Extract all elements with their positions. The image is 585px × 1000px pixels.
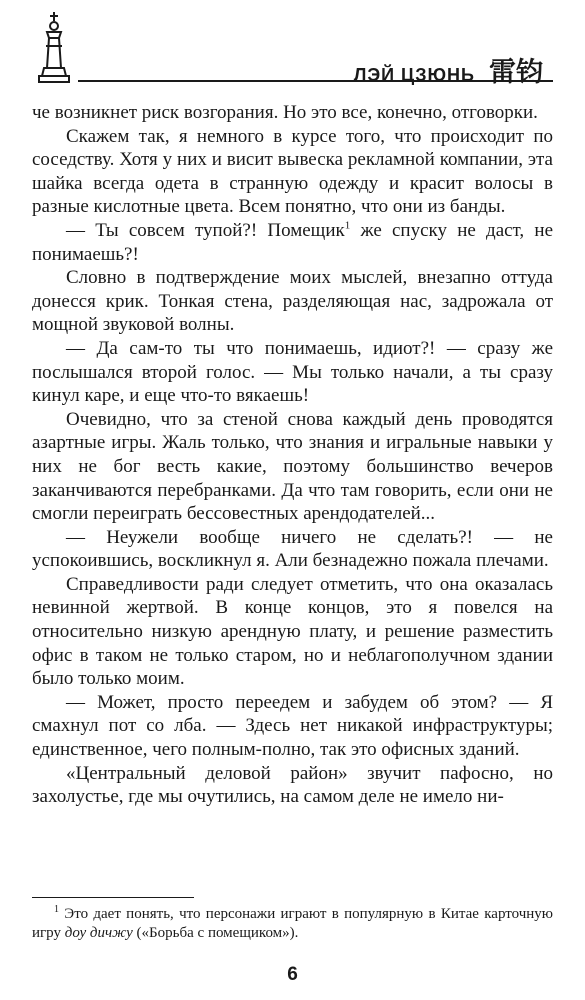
author-name-chinese: 雷钧 xyxy=(489,57,543,88)
chess-king-icon xyxy=(34,10,74,94)
paragraph: Очевидно, что за стеной снова каждый день проводятся азартные игры. Жаль только, что знания и игральные навыки у них не бог весть какие, поэтому большинство вечеров заканчиваются перебранками. Да что там говорить, если они не смогли переиграть бессовестных арендодателей... xyxy=(32,408,553,525)
paragraph: че возникнет риск возгорания. Но это все, конечно, отговорки. xyxy=(32,102,538,123)
page-number: 6 xyxy=(287,964,298,985)
paragraph: Словно в подтверждение моих мыслей, внезапно оттуда донесся крик. Тонкая стена, разделяющая нас, задрожала от мощной звуковой волны. xyxy=(32,267,553,336)
paragraph: — Неужели вообще ничего не сделать?! — не успокоившись, воскликнул я. Али безнадежно пожала плечами. xyxy=(32,526,553,572)
paragraph: Справедливости ради следует отметить, что она оказалась невинной жертвой. В конце концов, это я повелся на относительно низкую арендную плату, и решение разместить офис в таком не только старом, но и неблагополучном здании было только моим. xyxy=(32,573,553,690)
running-header xyxy=(32,10,553,94)
footnote-emphasis: доу дичжу xyxy=(64,925,133,941)
paragraph: — Да сам-то ты что понимаешь, идиот?! — сразу же послышался второй голос. — Мы только начали, а ты сразу кинул каре, и еще что-то вякаешь! xyxy=(32,337,553,407)
footnote-separator xyxy=(32,897,194,898)
author-name: ЛЭЙ ЦЗЮНЬ xyxy=(353,65,475,85)
body-text xyxy=(32,101,553,809)
paragraph xyxy=(32,219,553,266)
dialogue-text: же спуску не даст, не понимаешь?! xyxy=(32,219,554,265)
paragraph: — Может, просто переедем и забудем об этом? — Я смахнул пот со лба. — Здесь нет никакой инфраструктуры; единственное, чего полным-полно, так это офисных зданий. xyxy=(32,691,553,761)
footnote xyxy=(32,905,553,943)
dialogue-text: — Ты совсем тупой?! Помещик xyxy=(66,219,345,241)
paragraph: Скажем так, я немного в курсе того, что происходит по соседству. Хотя у них и висит вывеска рекламной компании, эта шайка всегда одета в странную одежду и красит волосы в разные кислотные цвета. Всем понятно, что они из банды. xyxy=(32,125,553,218)
header-rule xyxy=(78,80,553,82)
footnote-number: 1 xyxy=(54,904,59,915)
footnote-marker[interactable]: 1 xyxy=(344,219,351,232)
footnote-text: Это дает понять, что персонажи играют в популярную в Китае карточную игру xyxy=(32,906,553,941)
footnote-text: («Борьба с помещиком»). xyxy=(132,925,299,941)
paragraph: «Центральный деловой район» звучит пафосно, но захолустье, где мы очутились, на самом деле не имело ни- xyxy=(32,762,553,808)
